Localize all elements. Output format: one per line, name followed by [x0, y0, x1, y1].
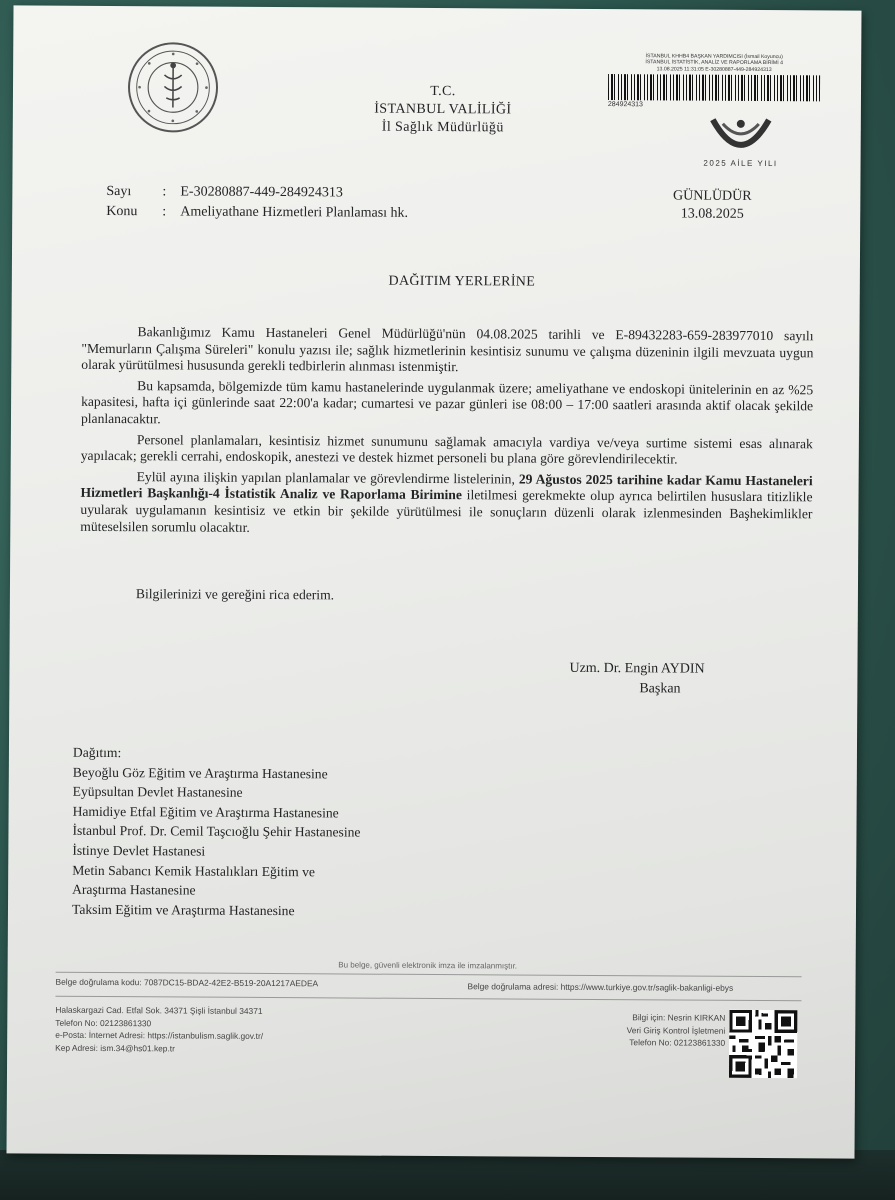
distribution-item: Araştırma Hastanesine [72, 881, 196, 898]
header-valilik: İSTANBUL VALİLİĞİ [374, 101, 512, 118]
verify-address: Belge doğrulama adresi: https://www.turkiye.gov.tr/saglik-bakanligi-ebys [467, 981, 734, 993]
konu-label: Konu [106, 203, 138, 220]
distribution-item: Eyüpsultan Devlet Hastanesine [72, 783, 243, 801]
official-letter [7, 5, 862, 1158]
distribution-item: İstinye Devlet Hastanesi [72, 842, 206, 859]
konu-row [106, 204, 408, 222]
body-p4-deadline: 29 Ağustos 2025 tarihine kadar Kamu Hastaneleri Hizmetleri Başkanlığı-4 İstatistik Analiz ve Raporlama Birimine [80, 471, 813, 503]
info-phone: Telefon No: 02123861330 [629, 1037, 726, 1048]
aile-yili-logo-icon [693, 110, 789, 171]
closing-line: Bilgilerinizi ve gereğini rica ederim. [135, 586, 335, 603]
verify-code: Belge doğrulama kodu: 7087DC15-BDA2-42E2-B519-20A1217AEDEA [55, 976, 319, 989]
info-unit: Veri Giriş Kontrol İşletmeni [626, 1024, 726, 1036]
phone: Telefon No: 02123861330 [55, 1017, 152, 1028]
letter-body [80, 324, 813, 544]
distribution-item: Taksim Eğitim ve Araştırma Hastanesine [71, 901, 295, 918]
header-mudurluk: İl Sağlık Müdürlüğü [381, 119, 504, 136]
letter-date: 13.08.2025 [680, 206, 744, 222]
header-tc: T.C. [430, 83, 456, 100]
contact-block [55, 1004, 375, 1056]
distribution-heading: DAĞITIM YERLERİNE [388, 273, 536, 290]
distribution-label: Dağıtım: [72, 744, 122, 761]
signatory-name: Uzm. Dr. Engin AYDIN [569, 660, 705, 677]
signatory-title: Başkan [639, 681, 681, 697]
urgency-status: GÜNLÜDÜR [673, 188, 752, 204]
kep-address: Kep Adresi: ism.34@hs01.kep.tr [55, 1042, 175, 1053]
ministry-seal-icon [128, 42, 219, 133]
barcode-line-1: İSTANBUL KHHB4 BAŞKAN YARDIMCISI (İsmail Koyuncu) [645, 53, 783, 61]
barcode-line-3: 13.08.2025 11:31:05 E-30280887-449-284924313 [656, 65, 772, 73]
esign-note: Bu belge, güvenli elektronik imza ile imzalanmıştır. [338, 960, 518, 971]
konu-colon: : [162, 204, 167, 220]
footer-divider-bottom [55, 996, 801, 1002]
body-p4-start: Eylül ayına ilişkin yapılan planlamalar ve görevlendirme listelerinin, [136, 468, 519, 487]
sayi-label: Sayı [106, 183, 132, 200]
distribution-item: Metin Sabancı Kemik Hastalıkları Eğitim ve [72, 862, 316, 879]
web-address: e-Posta: İnternet Adresi: https://istanbulism.saglik.gov.tr/ [55, 1029, 264, 1041]
body-p4-end: iletilmesi gerekmekte olup ayrıca belirtilen hususlara titizlikle uyularak uygulamanın kesintisiz ve etkin bir şekilde yürütülmesi ile sonuçların düzenli olarak izlenmesinden Başhekimlikler müteselsilen sorumlu olacaktır. [80, 487, 813, 535]
distribution-item: Beyoğlu Göz Eğitim ve Araştırma Hastanesine [72, 764, 328, 781]
barcode-number: 284924313 [607, 100, 643, 109]
distribution-item: İstanbul Prof. Dr. Cemil Taşcıoğlu Şehir Hastanesine [72, 823, 361, 840]
sayi-value: E-30280887-449-284924313 [180, 184, 343, 201]
barcode-block [608, 53, 820, 109]
barcode-line-2: İSTANBUL İSTATİSTİK, ANALİZ VE RAPORLAMA BİRİMİ 4 [645, 59, 783, 67]
sayi-colon: : [162, 184, 167, 200]
body-paragraph-1: Bakanlığımız Kamu Hastaneleri Genel Müdürlüğü'nün 04.08.2025 tarihli ve E-89432283-659-283977010 sayılı "Memurların Çalışma Süreleri" konulu yazısı ile; sağlık hizmetlerinin kesintisiz sunumu ve çalışma düzeninin ilgili mevzuata uygun olarak yürütülmesi hususunda gerekli tedbirlerin alınması istenmiştir. [81, 324, 814, 375]
aile-yili-text: 2025 AİLE YILI [703, 158, 778, 169]
address: Halaskargazi Cad. Etfal Sok. 34371 Şişli İstanbul 34371 [55, 1004, 263, 1016]
barcode-icon [608, 74, 820, 101]
info-person: Bilgi için: Nesrin KIRKAN [632, 1012, 726, 1023]
body-paragraph-2: Bu kapsamda, bölgemizde tüm kamu hastanelerinde uygulanmak üzere; ameliyathane ve endoskopi ünitelerinin en az %25 kapasitesi, hafta içi günlerinde saat 22:00'a kadar; cumartesi ve pazar günleri ise 08:00 – 17:00 saatleri arasında aktif olacak şekilde planlanacaktır. [80, 377, 814, 427]
signature-block [569, 659, 769, 700]
qr-code-icon[interactable] [729, 1010, 797, 1078]
body-paragraph-4 [80, 469, 812, 540]
sayi-row [106, 184, 343, 201]
date-block [652, 187, 772, 224]
distribution-item: Hamidiye Etfal Eğitim ve Araştırma Hastanesine [72, 803, 339, 821]
distribution-list [72, 743, 493, 922]
konu-value: Ameliyathane Hizmetleri Planlaması hk. [180, 204, 409, 221]
body-paragraph-3: Personel planlamaları, kesintisiz hizmet sunumunu sağlamak amacıyla vardiya ve/veya surtime sistemi esas alınarak yapılacak; gerekli cerrahi, endoskopik, anestezi ve destek hizmet personeli bu plana göre görevlendirilecektir. [80, 431, 813, 467]
info-block [567, 1011, 725, 1049]
